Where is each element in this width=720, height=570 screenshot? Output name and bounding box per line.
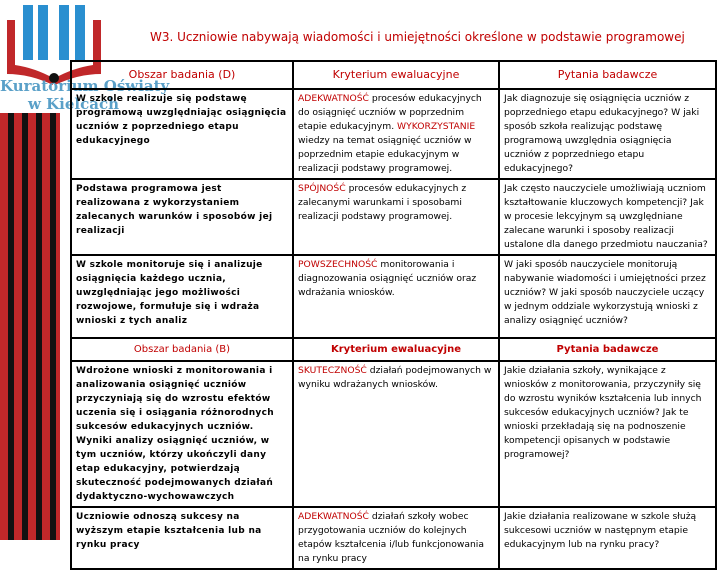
table-row	[71, 507, 716, 569]
page-title: W3. Uczniowie nabywają wiadomości i umiejętności określone w podstawie programowej	[150, 30, 685, 44]
criterion-cell	[293, 179, 499, 255]
criterion-keyword: WYKORZYSTANIE	[397, 121, 476, 132]
header-area: Obszar badania (D)	[71, 61, 293, 89]
criterion-text: procesów edukacyjnych z zalecanymi warunkami i sposobami realizacji podstawy programowej.	[298, 183, 467, 222]
header-questions: Pytania badawcze	[499, 61, 716, 89]
question-cell: Jak diagnozuje się osiągnięcia uczniów z poprzedniego etapu edukacyjnego? W jaki sposób szkoła realizując podstawę programową uwzględnia osiągnięcia uczniów z poprzedniego etapu edukacyjnego?	[499, 89, 716, 179]
table-row	[71, 361, 716, 507]
table-row	[71, 255, 716, 338]
criterion-cell	[293, 89, 499, 179]
criterion-cell	[293, 507, 499, 569]
area-cell: Uczniowie odnoszą sukcesy na wyższym etapie kształcenia lub na rynku pracy	[71, 507, 293, 569]
criterion-text: działań podejmowanych w wyniku wdrażanych wniosków.	[298, 365, 492, 390]
header-questions: Pytania badawcze	[499, 338, 716, 361]
area-cell: W szkole realizuje się podstawę programową uwzględniając osiągnięcia uczniów z poprzedniego etapu edukacyjnego	[71, 89, 293, 179]
area-cell: Podstawa programowa jest realizowana z wykorzystaniem zalecanych warunków i sposobów jej realizacji	[71, 179, 293, 255]
criterion-keyword: SKUTECZNOŚĆ	[298, 365, 367, 376]
question-cell: W jaki sposób nauczyciele monitorują nabywanie wiadomości i umiejętności przez uczniów? W jaki sposób nauczyciele uczący w jednym oddziale wykorzystują wnioski z analizy osiągnięć uczniów?	[499, 255, 716, 338]
table-header-row	[71, 61, 716, 89]
criterion-text: wiedzy na temat osiągnięć uczniów w poprzednim etapie edukacyjnym w realizacji podstawy programowej.	[298, 135, 472, 174]
evaluation-table	[70, 60, 717, 570]
table-row	[71, 179, 716, 255]
criterion-keyword: SPÓJNOŚĆ	[298, 183, 346, 194]
criterion-keyword: ADEKWATNOŚĆ	[298, 511, 369, 522]
area-cell: Wdrożone wnioski z monitorowania i analizowania osiągnięć uczniów przyczyniają się do wzrostu efektów uczenia się i osiągania różnorodnych sukcesów edukacyjnych uczniów. Wyniki analizy osiągnięć uczniów, w tym uczniów, którzy ukończyli dany etap edukacyjny, potwierdzają skuteczność podejmowanych działań dydaktyczno-wychowawczych	[71, 361, 293, 507]
criterion-cell	[293, 255, 499, 338]
criterion-cell	[293, 361, 499, 507]
question-cell: Jakie działania realizowane w szkole służą sukcesowi uczniów w następnym etapie edukacyjnym lub na rynku pracy?	[499, 507, 716, 569]
table-header-row	[71, 338, 716, 361]
criterion-text: monitorowania i diagnozowania osiągnięć uczniów oraz wdrażania wniosków.	[298, 259, 477, 298]
logo-text-line2: w Kielcach	[28, 95, 120, 113]
criterion-keyword: POWSZECHNOŚĆ	[298, 259, 378, 270]
logo-stripes	[0, 113, 60, 540]
criterion-text: działań szkoły wobec przygotowania uczniów do kolejnych etapów kształcenia i/lub funkcjonowania na rynku pracy	[298, 511, 484, 564]
area-cell: W szkole monitoruje się i analizuje osiągnięcia każdego ucznia, uwzględniając jego możliwości rozwojowe, formułuje się i wdraża wnioski z tych analiz	[71, 255, 293, 338]
criterion-text: procesów edukacyjnych do osiągnięć uczniów w poprzednim etapie edukacyjnym.	[298, 93, 482, 132]
criterion-keyword: ADEKWATNOŚĆ	[298, 93, 369, 104]
question-cell: Jak często nauczyciele umożliwiają uczniom kształtowanie kluczowych kompetencji? Jak w procesie lekcyjnym są uwzględniane zalecane warunki i sposoby realizacji ustalone dla danego przedmiotu nauczania?	[499, 179, 716, 255]
header-area: Obszar badania (B)	[71, 338, 293, 361]
question-cell: Jakie działania szkoły, wynikające z wniosków z monitorowania, przyczyniły się do wzrostu wyników kształcenia lub innych sukcesów edukacyjnych uczniów? Jak te wnioski przekładają się na podnoszenie kompetencji opisanych w podstawie programowej?	[499, 361, 716, 507]
table-row	[71, 89, 716, 179]
header-criterion: Kryterium ewaluacyjne	[293, 338, 499, 361]
header-criterion: Kryterium ewaluacyjne	[293, 61, 499, 89]
logo-text-line1: Kuratorium Oświaty	[0, 77, 170, 95]
